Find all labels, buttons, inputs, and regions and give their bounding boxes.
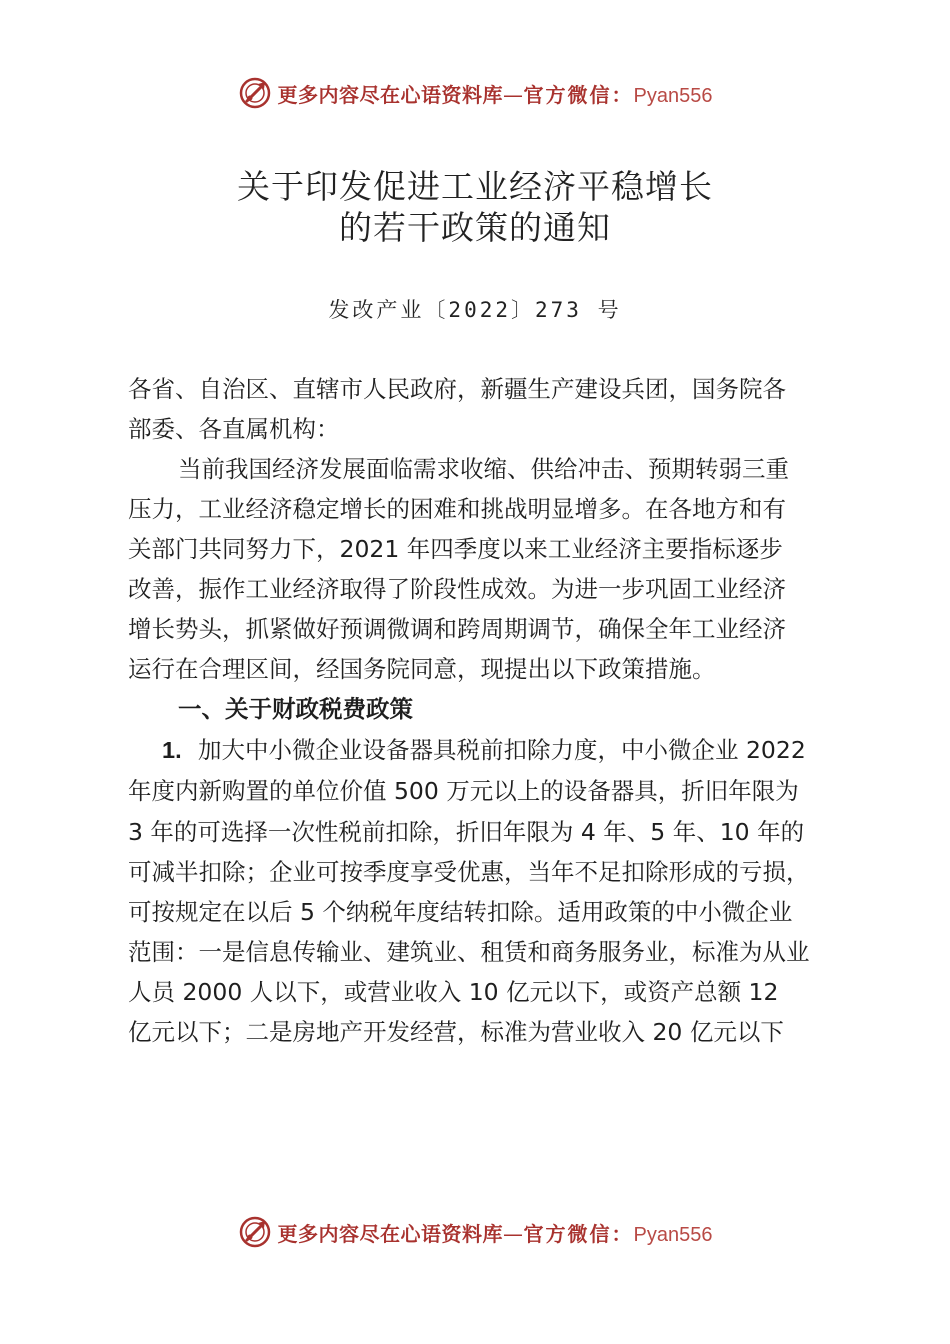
addressee-line-2: 部委、各直属机构： [128, 415, 340, 443]
paragraph-line: 关部门共同努力下，2021 年四季度以来工业经济主要指标逐步 [128, 535, 783, 563]
seal-logo-icon [238, 76, 272, 110]
document-title-line-2: 的若干政策的通知 [339, 208, 611, 247]
paragraph-line: 增长势头，抓紧做好预调微调和跨周期调节，确保全年工业经济 [128, 615, 786, 643]
paragraph-line: 年度内新购置的单位价值 500 万元以上的设备器具，折旧年限为 [128, 777, 799, 805]
document-title-line-1: 关于印发促进工业经济平稳增长 [237, 167, 713, 206]
paragraph-line: 运行在合理区间，经国务院同意，现提出以下政策措施。 [128, 655, 716, 683]
banner-text: 更多内容尽在心语资料库—官方微信：Pyan556 [277, 82, 713, 107]
seal-logo-icon [238, 1215, 272, 1249]
paragraph-line: 人员 2000 人以下，或营业收入 10 亿元以下，或资产总额 12 [128, 978, 779, 1006]
paragraph-line: 改善，振作工业经济取得了阶段性成效。为进一步巩固工业经济 [128, 575, 786, 603]
footer-banner [0, 1210, 950, 1254]
paragraph-line: 可按规定在以后 5 个纳税年度结转扣除。适用政策的中小微企业 [128, 898, 793, 926]
list-number: 1. [162, 737, 182, 763]
paragraph-line: 当前我国经济发展面临需求收缩、供给冲击、预期转弱三重 [178, 455, 789, 483]
paragraph-line: 可减半扣除；企业可按季度享受优惠，当年不足扣除形成的亏损， [128, 858, 810, 886]
header-banner [0, 71, 950, 115]
paragraph-line: 亿元以下；二是房地产开发经营，标准为营业收入 20 亿元以下 [128, 1018, 784, 1046]
paragraph-line: 范围：一是信息传输业、建筑业、租赁和商务服务业，标准为从业 [128, 938, 810, 966]
paragraph-line: 压力，工业经济稳定增长的困难和挑战明显增多。在各地方和有 [128, 495, 786, 523]
document-number: 发改产业〔2022〕273 号 [328, 298, 622, 322]
banner-text: 更多内容尽在心语资料库—官方微信：Pyan556 [277, 1221, 713, 1246]
addressee-line-1: 各省、自治区、直辖市人民政府，新疆生产建设兵团，国务院各 [128, 375, 786, 403]
paragraph-line: 3 年的可选择一次性税前扣除，折旧年限为 4 年、5 年、10 年的 [128, 818, 805, 846]
list-item-1-line: 1. 加大中小微企业设备器具税前扣除力度，中小微企业 2022 [162, 730, 806, 770]
section-heading: 一、关于财政税费政策 [178, 695, 413, 723]
